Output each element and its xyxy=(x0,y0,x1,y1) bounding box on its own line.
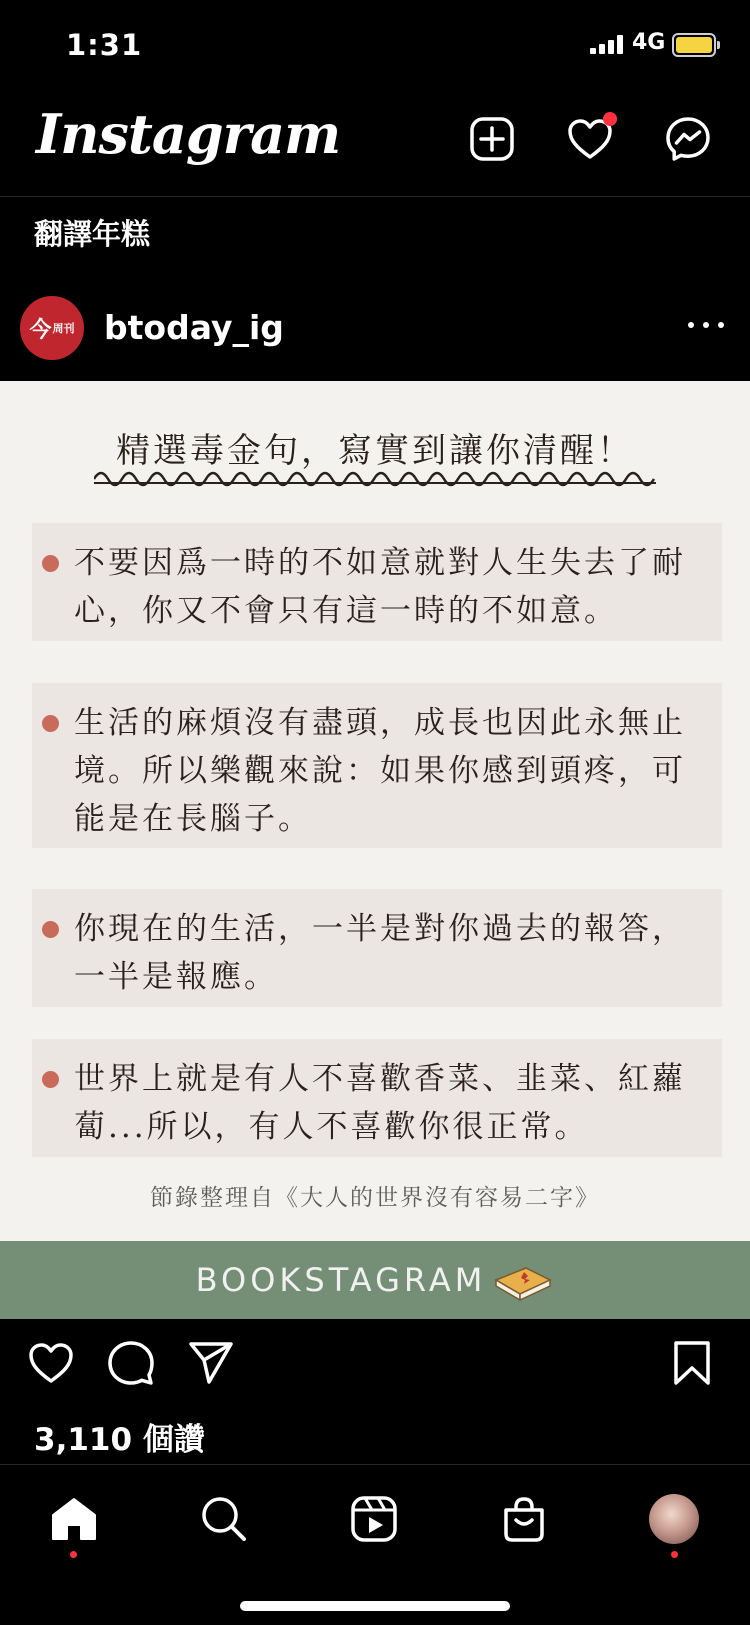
comment-button[interactable] xyxy=(104,1336,158,1390)
messenger-button[interactable] xyxy=(663,114,713,164)
save-button[interactable] xyxy=(665,1336,719,1390)
bullet-dot xyxy=(42,921,59,938)
bookstagram-banner xyxy=(0,1241,750,1319)
heart-icon xyxy=(27,1341,75,1385)
comment-icon xyxy=(108,1340,154,1386)
status-bar xyxy=(0,0,750,90)
send-icon xyxy=(188,1340,234,1386)
nav-home[interactable] xyxy=(44,1489,104,1549)
home-notification-dot xyxy=(70,1551,77,1558)
battery-icon xyxy=(672,33,716,57)
more-options-button[interactable] xyxy=(688,310,724,340)
like-button[interactable] xyxy=(24,1336,78,1390)
quote-text: 你現在的生活，一半是對你過去的報答，一半是報應。 xyxy=(74,911,686,995)
quote-block xyxy=(32,683,722,848)
nav-reels[interactable] xyxy=(344,1489,404,1549)
bookmark-icon xyxy=(672,1340,712,1386)
new-post-icon xyxy=(469,116,515,162)
bullet-dot xyxy=(42,555,59,572)
quote-block xyxy=(32,523,722,641)
nav-search[interactable] xyxy=(194,1489,254,1549)
source-credit: 節錄整理自《大人的世界沒有容易二字》 xyxy=(150,1185,600,1211)
banner-text: BOOKSTAGRAM xyxy=(195,1261,487,1299)
shop-icon xyxy=(500,1495,548,1543)
post-header xyxy=(0,290,750,380)
bullet-dot xyxy=(42,1071,59,1088)
home-icon xyxy=(50,1495,98,1543)
notification-dot xyxy=(603,112,617,126)
post-image[interactable] xyxy=(0,381,750,1319)
app-header xyxy=(0,90,750,197)
quote-text: 生活的麻煩沒有盡頭，成長也因此永無止境。所以樂觀來說：如果你感到頭疼，可能是在長腦子。 xyxy=(74,705,686,837)
status-time: 1:31 xyxy=(66,28,143,62)
instagram-logo[interactable]: Instagram xyxy=(36,102,341,166)
quote-text: 不要因爲一時的不如意就對人生失去了耐心，你又不會只有這一時的不如意。 xyxy=(74,545,686,629)
reels-icon xyxy=(350,1495,398,1543)
bullet-dot xyxy=(42,715,59,732)
new-post-button[interactable] xyxy=(467,114,517,164)
avatar-subtext: 周刊 xyxy=(52,322,75,335)
activity-button[interactable] xyxy=(565,114,615,164)
bottom-nav xyxy=(0,1464,750,1625)
account-avatar[interactable] xyxy=(20,296,84,360)
share-button[interactable] xyxy=(184,1336,238,1390)
network-label: 4G xyxy=(632,30,666,55)
post-actions xyxy=(0,1330,750,1400)
quote-block xyxy=(32,889,722,1007)
post-image-title: 精選毒金句，寫實到讓你清醒！ xyxy=(116,431,634,471)
profile-avatar xyxy=(649,1494,699,1544)
profile-notification-dot xyxy=(671,1551,678,1558)
translate-label: 翻譯年糕 xyxy=(34,217,151,251)
like-count[interactable]: 3,110 個讚 xyxy=(34,1422,205,1458)
signal-icon xyxy=(590,34,624,54)
more-icon xyxy=(688,322,694,328)
messenger-icon xyxy=(664,115,712,163)
nav-profile[interactable] xyxy=(644,1489,704,1549)
nav-shop[interactable] xyxy=(494,1489,554,1549)
quote-block xyxy=(32,1039,722,1157)
flourish-divider xyxy=(94,467,656,491)
search-icon xyxy=(200,1495,248,1543)
home-indicator[interactable] xyxy=(240,1601,510,1611)
avatar-text: 今 xyxy=(29,316,52,343)
book-icon xyxy=(492,1258,554,1302)
account-username[interactable]: btoday_ig xyxy=(104,308,284,347)
quote-text: 世界上就是有人不喜歡香菜、韭菜、紅蘿蔔...所以，有人不喜歡你很正常。 xyxy=(74,1061,686,1145)
